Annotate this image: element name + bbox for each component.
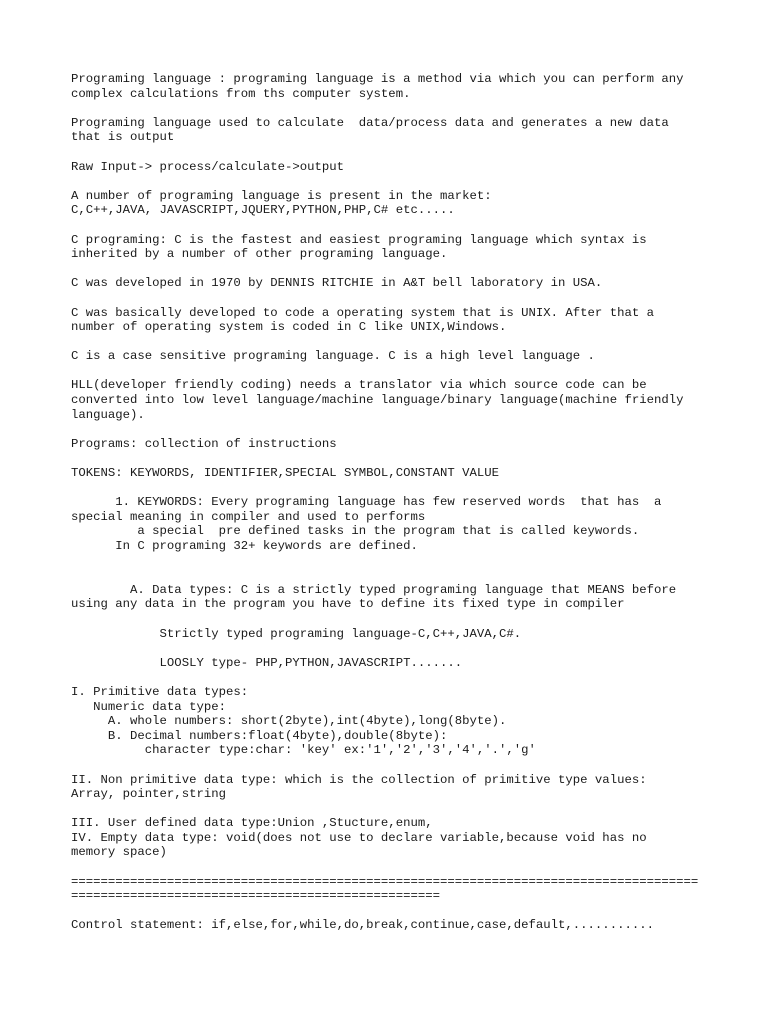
blank-line xyxy=(71,451,731,466)
blank-line xyxy=(71,218,731,233)
text-line: In C programing 32+ keywords are defined. xyxy=(71,539,418,553)
text-line: inherited by a number of other programing language. xyxy=(71,247,448,262)
text-line: HLL(developer friendly coding) needs a translator via which source code can be xyxy=(71,378,647,393)
blank-line xyxy=(71,802,731,817)
text-line: C is a case sensitive programing language. C is a high level language . xyxy=(71,349,595,364)
blank-line xyxy=(71,860,731,875)
text-line: ================================================== xyxy=(71,889,440,904)
text-line: Array, pointer,string xyxy=(71,787,226,802)
blank-line xyxy=(71,481,731,496)
text-line: III. User defined data type:Union ,Stucture,enum, xyxy=(71,816,433,831)
text-line: memory space) xyxy=(71,845,167,860)
text-line: language). xyxy=(71,407,145,422)
text-line: A. Data types: C is a strictly typed programing language that MEANS before xyxy=(71,582,677,597)
document-text xyxy=(71,72,731,933)
text-line: Control statement: if,else,for,while,do,break,continue,case,default,........... xyxy=(71,918,654,933)
text-line: complex calculations from ths computer system. xyxy=(71,86,411,101)
blank-line xyxy=(71,262,731,277)
blank-line xyxy=(71,554,731,569)
text-line: TOKENS: KEYWORDS, IDENTIFIER,SPECIAL SYMBOL,CONSTANT VALUE xyxy=(71,466,500,481)
text-line: C was developed in 1970 by DENNIS RITCHIE in A&T bell laboratory in USA. xyxy=(71,276,603,291)
text-line: I. Primitive data types: xyxy=(71,684,249,699)
blank-line xyxy=(71,568,731,583)
text-line: number of operating system is coded in C like UNIX,Windows. xyxy=(71,320,507,335)
text-line: Programing language used to calculate data/process data and generates a new data xyxy=(71,115,669,130)
text-line: Programing language : programing language is a method via which you can perform any xyxy=(71,72,684,86)
text-line: II. Non primitive data type: which is the collection of primitive type values: xyxy=(71,772,647,787)
blank-line xyxy=(71,904,731,919)
text-line: converted into low level language/machine language/binary language(machine friendly xyxy=(71,393,684,408)
blank-line xyxy=(71,101,731,116)
blank-line xyxy=(71,670,731,685)
text-line: using any data in the program you have to define its fixed type in compiler xyxy=(71,597,625,612)
blank-line xyxy=(71,758,731,773)
text-line: 1. KEYWORDS: Every programing language has few reserved words that has a xyxy=(71,495,662,510)
text-line: IV. Empty data type: void(does not use to declare variable,because void has no xyxy=(71,830,647,845)
text-line: special meaning in compiler and used to performs xyxy=(71,509,426,524)
blank-line xyxy=(71,335,731,350)
blank-line xyxy=(71,641,731,656)
blank-line xyxy=(71,174,731,189)
text-line: C was basically developed to code a operating system that is UNIX. After that a xyxy=(71,305,654,320)
text-line: C programing: C is the fastest and easiest programing language which syntax is xyxy=(71,232,647,247)
blank-line xyxy=(71,364,731,379)
text-line: that is output xyxy=(71,130,175,145)
text-line: C,C++,JAVA, JAVASCRIPT,JQUERY,PYTHON,PHP,C# etc..... xyxy=(71,203,455,218)
text-line: Programs: collection of instructions xyxy=(71,436,337,451)
text-line: LOOSLY type- PHP,PYTHON,JAVASCRIPT....... xyxy=(71,655,463,670)
text-line: Raw Input-> process/calculate->output xyxy=(71,159,345,174)
text-line: A number of programing language is present in the market: xyxy=(71,188,492,203)
text-line: B. Decimal numbers:float(4byte),double(8byte): xyxy=(71,728,448,743)
text-line: A. whole numbers: short(2byte),int(4byte),long(8byte). xyxy=(71,714,507,729)
blank-line xyxy=(71,291,731,306)
text-line: character type:char: 'key' ex:'1','2','3','4','.','g' xyxy=(71,743,536,758)
text-line: a special pre defined tasks in the program that is called keywords. xyxy=(71,524,640,539)
text-line: ===================================================================================== xyxy=(71,874,699,889)
text-line: Numeric data type: xyxy=(71,699,226,714)
blank-line xyxy=(71,422,731,437)
blank-line xyxy=(71,145,731,160)
text-line: Strictly typed programing language-C,C++,JAVA,C#. xyxy=(71,626,522,641)
blank-line xyxy=(71,612,731,627)
